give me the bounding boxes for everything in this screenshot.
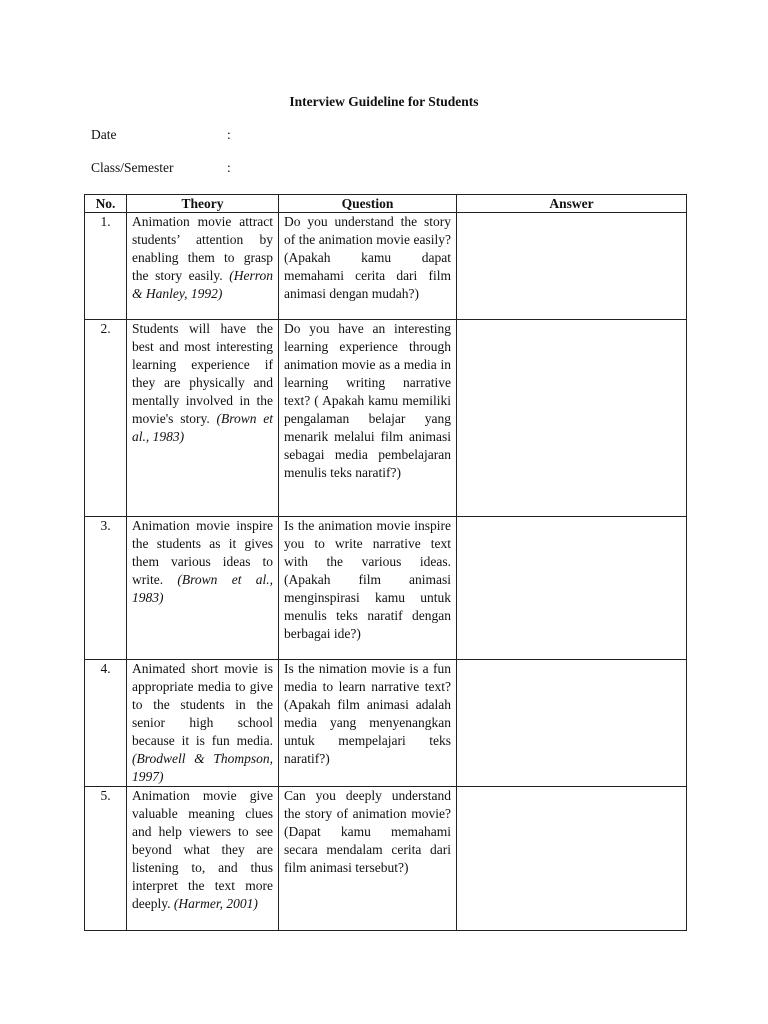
theory-text: Animated short movie is appropriate media to give to the students in the senior high school because it is fun media.: [132, 661, 273, 748]
document-title: Interview Guideline for Students: [289, 94, 479, 109]
table-row: [85, 660, 687, 787]
date-field: [91, 127, 231, 143]
table-header-row: [85, 195, 687, 213]
class-semester-label: Class/Semester: [91, 160, 174, 175]
answer-cell[interactable]: [457, 660, 687, 787]
header-theory: Theory: [127, 195, 279, 213]
theory-citation: (Brown et al., 1983): [132, 411, 273, 444]
row-number: 2.: [85, 320, 127, 517]
theory-cell: [127, 787, 279, 931]
answer-cell[interactable]: [457, 787, 687, 931]
header-answer: Answer: [457, 195, 687, 213]
question-cell: Do you have an interesting learning experience through animation movie as a media in learning writing narrative text? ( Apakah kamu memiliki pengalaman belajar yang menarik melalui film animasi sebagai media pembelajaran menulis teks naratif?): [279, 320, 457, 517]
table-row: [85, 787, 687, 931]
date-label: Date: [91, 127, 117, 142]
row-number: 5.: [85, 787, 127, 931]
question-cell: Is the animation movie inspire you to write narrative text with the various ideas. (Apakah film animasi menginspirasi kamu untuk menulis teks naratif dengan berbagai ide?): [279, 517, 457, 660]
answer-cell[interactable]: [457, 517, 687, 660]
theory-cell: [127, 320, 279, 517]
theory-citation: (Brodwell & Thompson, 1997): [132, 751, 273, 784]
header-question: Question: [279, 195, 457, 213]
theory-citation: (Herron & Hanley, 1992): [132, 268, 274, 301]
table-row: [85, 517, 687, 660]
question-cell: Can you deeply understand the story of animation movie? (Dapat kamu memahami secara mendalam cerita dari film animasi tersebut?): [279, 787, 457, 931]
table-row: [85, 320, 687, 517]
row-number: 3.: [85, 517, 127, 660]
class-semester-field: [91, 160, 231, 176]
theory-cell: [127, 517, 279, 660]
theory-cell: [127, 213, 279, 320]
theory-text: Animation movie inspire the students as it gives them various ideas to write.: [132, 518, 273, 587]
date-separator: :: [227, 127, 231, 142]
interview-table: [84, 194, 687, 931]
theory-citation: (Brown et al., 1983): [132, 572, 273, 605]
header-no: No.: [85, 195, 127, 213]
theory-text: Animation movie attract students’ attention by enabling them to grasp the story easily.: [132, 214, 273, 283]
theory-text: Students will have the best and most interesting learning experience if they are physically and mentally involved in the movie's story.: [132, 321, 273, 426]
theory-cell: [127, 660, 279, 787]
question-cell: Is the nimation movie is a fun media to learn narrative text? (Apakah film animasi adalah media yang menyenangkan untuk mempelajari teks naratif?): [279, 660, 457, 787]
answer-cell[interactable]: [457, 213, 687, 320]
theory-text: Animation movie give valuable meaning clues and help viewers to see beyond what they are listening to, and thus interpret the text more deeply.: [132, 788, 273, 911]
class-semester-separator: :: [227, 160, 231, 175]
table-row: [85, 213, 687, 320]
row-number: 4.: [85, 660, 127, 787]
row-number: 1.: [85, 213, 127, 320]
theory-citation: (Harmer, 2001): [173, 896, 258, 911]
question-cell: Do you understand the story of the animation movie easily? (Apakah kamu dapat memahami cerita dari film animasi dengan mudah?): [279, 213, 457, 320]
answer-cell[interactable]: [457, 320, 687, 517]
